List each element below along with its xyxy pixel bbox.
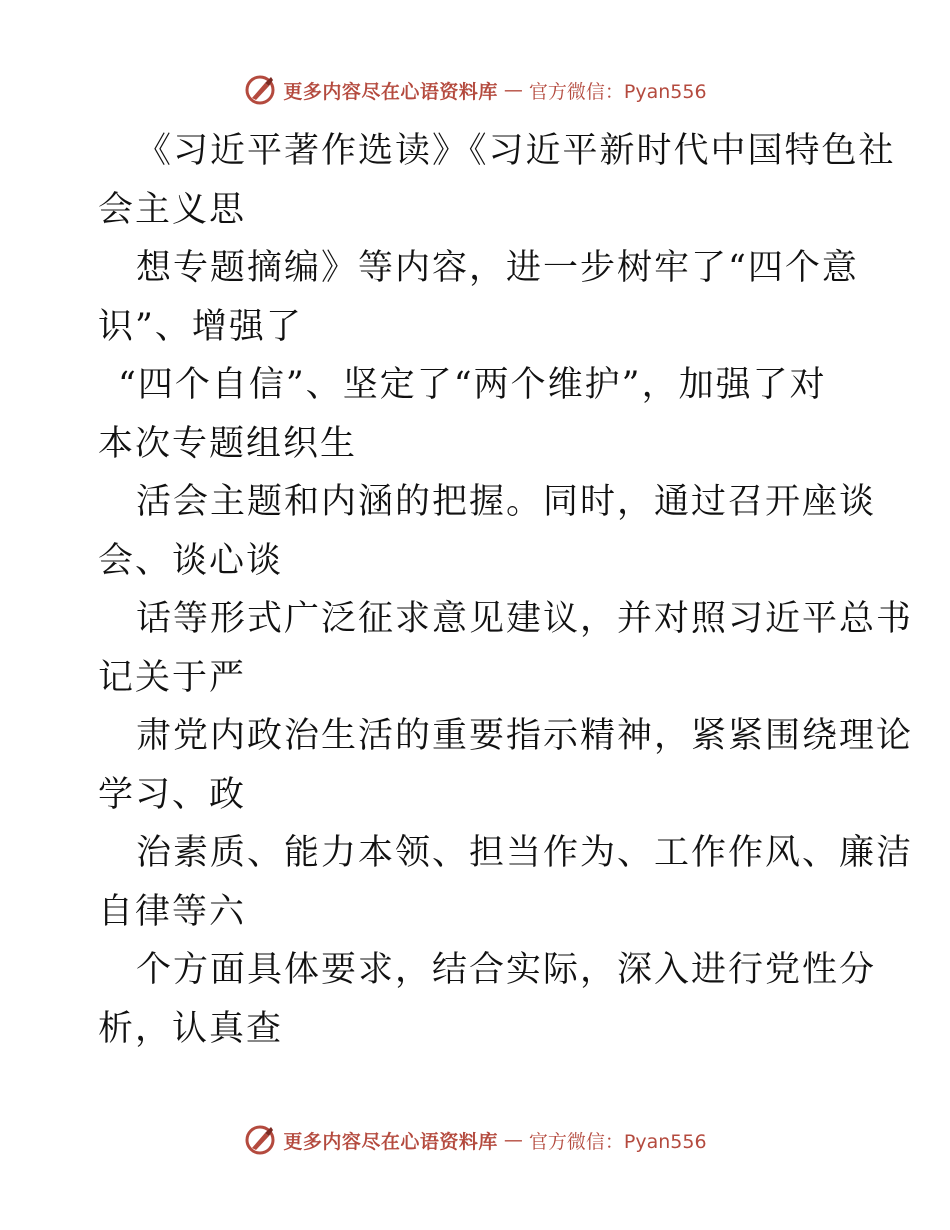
brush-logo-icon — [243, 73, 277, 107]
text-line: 想专题摘编》等内容，进一步树牢了“四个意 — [136, 248, 859, 288]
body-text — [98, 122, 914, 1058]
brush-logo-icon — [243, 1123, 277, 1157]
text-line: 个方面具体要求，结合实际，深入进行党性分 — [136, 950, 877, 990]
footer-watermark — [0, 1120, 950, 1160]
text-line: “四个自信”、坚定了“两个维护”，加强了对 — [118, 365, 827, 405]
text-line: 识”、增强了 — [98, 306, 303, 347]
text-line: 《习近平著作选读》《习近平新时代中国特色社 — [136, 131, 896, 171]
text-line: 自律等六 — [98, 891, 247, 932]
text-line: 治素质、能力本领、担当作为、工作作风、廉洁 — [136, 833, 914, 873]
text-line: 记关于严 — [98, 657, 247, 698]
text-line: 肃党内政治生活的重要指示精神，紧紧围绕理论 — [136, 716, 914, 756]
text-line: 活会主题和内涵的把握。同时，通过召开座谈 — [136, 482, 877, 522]
text-line: 学习、政 — [98, 774, 247, 815]
watermark-separator: — — [503, 1129, 523, 1151]
watermark-account-label: 官方微信：Pyan556 — [528, 1130, 707, 1153]
watermark-site-text: 更多内容尽在心语资料库 — [283, 1130, 498, 1153]
watermark-separator: — — [503, 79, 523, 101]
text-line: 析，认真查 — [98, 1008, 284, 1049]
watermark-site-text: 更多内容尽在心语资料库 — [283, 80, 498, 103]
text-line: 会、谈心谈 — [98, 540, 284, 581]
text-line: 会主义思 — [98, 189, 247, 230]
watermark-account-label: 官方微信：Pyan556 — [528, 80, 707, 103]
text-line: 话等形式广泛征求意见建议，并对照习近平总书 — [136, 599, 914, 639]
text-line: 本次专题组织生 — [98, 423, 358, 464]
header-watermark — [0, 70, 950, 110]
